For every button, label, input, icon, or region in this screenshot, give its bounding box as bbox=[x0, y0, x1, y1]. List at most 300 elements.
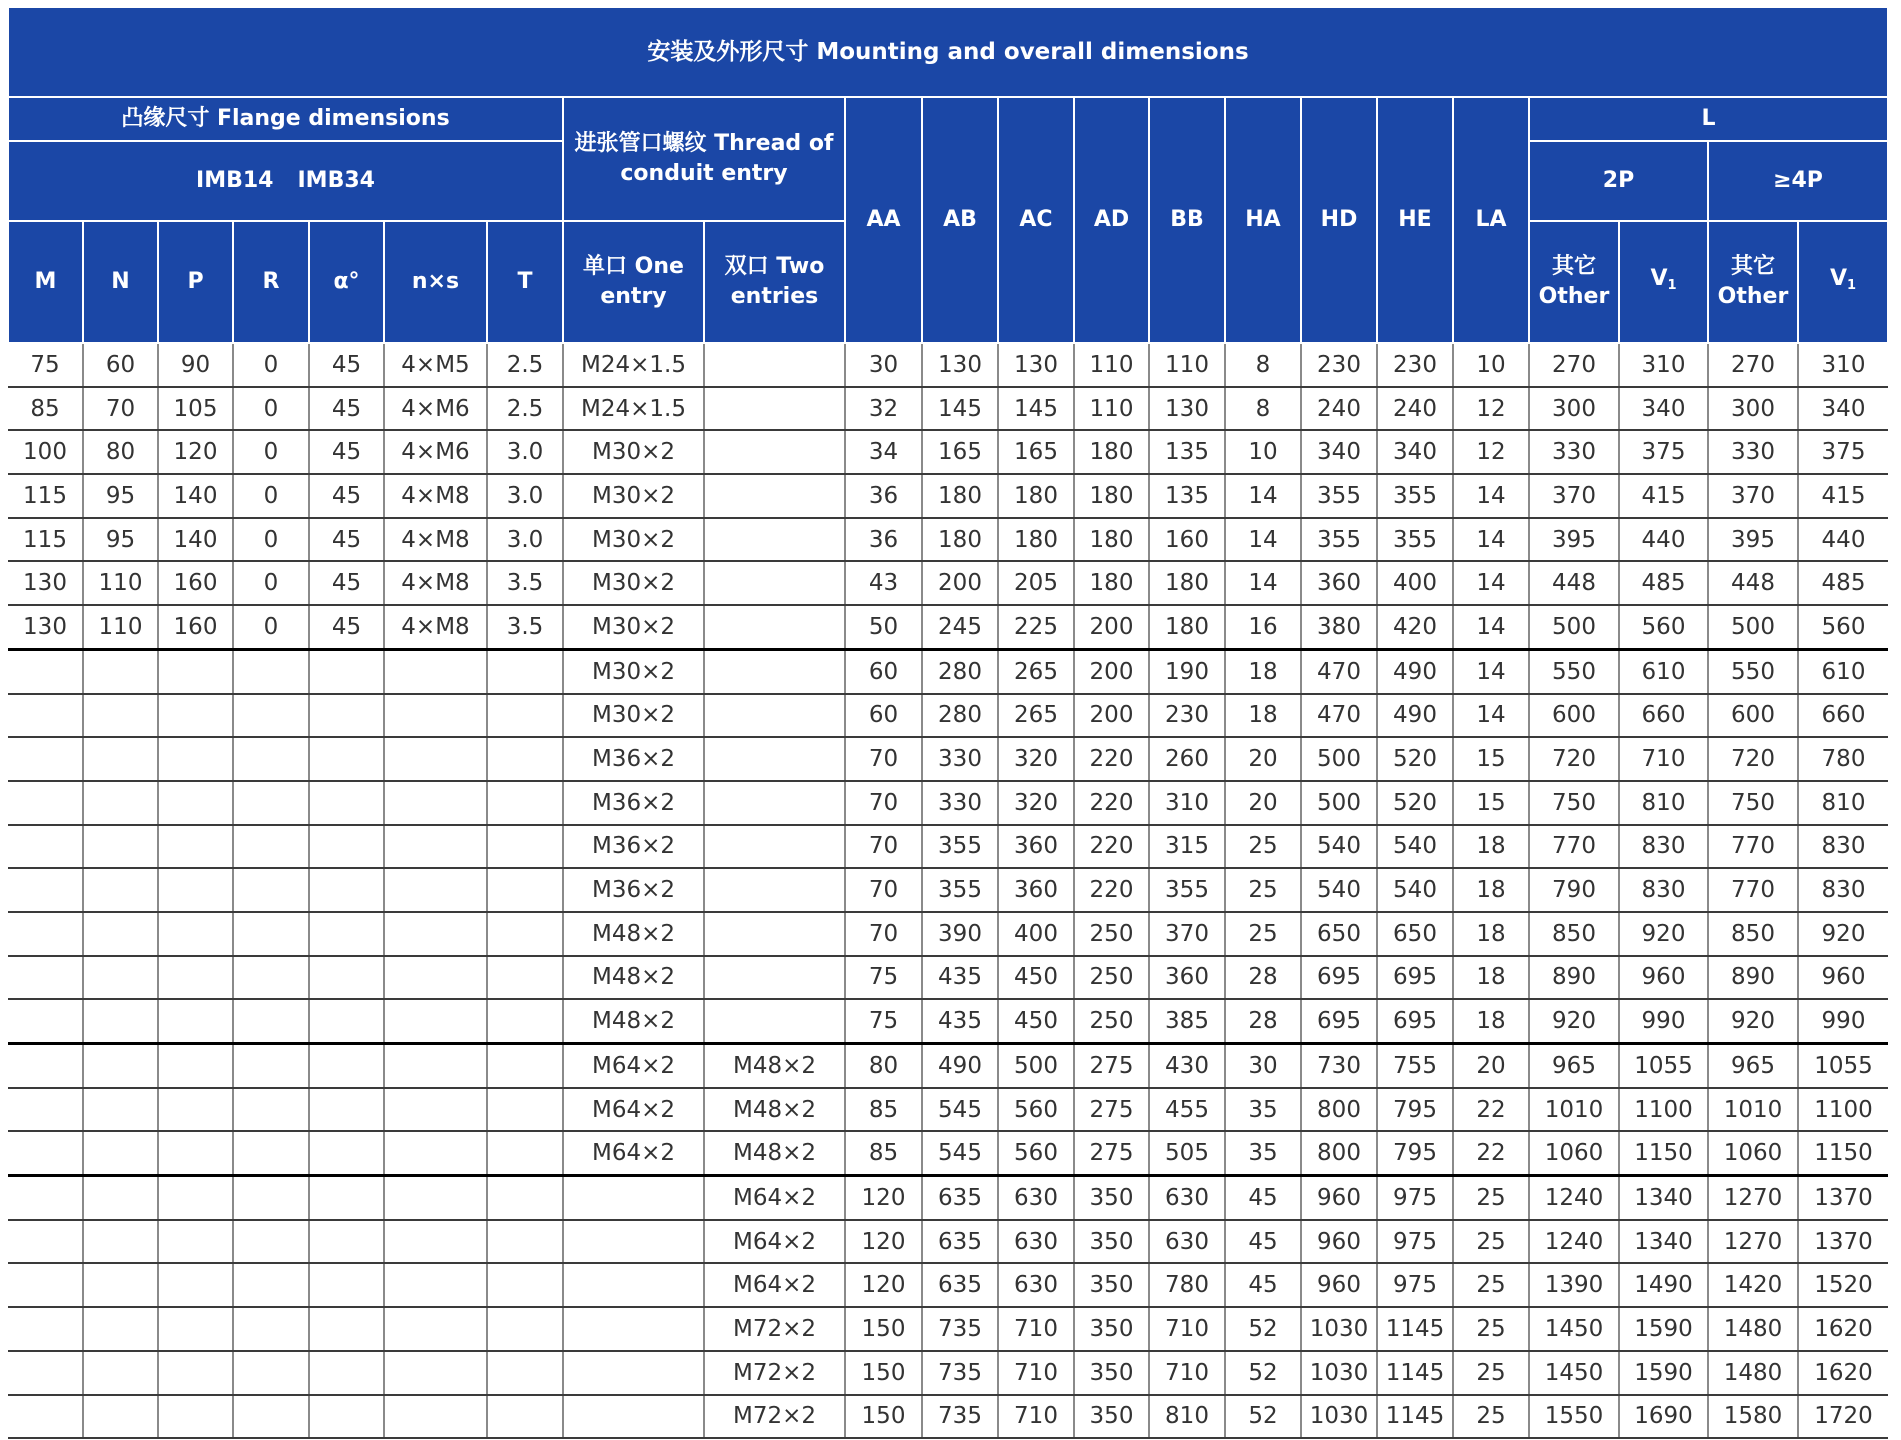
table-cell: 975 bbox=[1377, 1220, 1453, 1264]
table-cell: 52 bbox=[1225, 1307, 1301, 1351]
col-header-t: T bbox=[487, 221, 563, 343]
table-cell: 35 bbox=[1225, 1088, 1301, 1132]
table-cell: 275 bbox=[1074, 1044, 1149, 1088]
table-cell: 25 bbox=[1225, 912, 1301, 956]
table-cell: 0 bbox=[233, 518, 309, 562]
table-cell: 635 bbox=[922, 1176, 998, 1220]
table-row bbox=[8, 605, 1888, 649]
table-cell: 340 bbox=[1377, 430, 1453, 474]
table-cell bbox=[487, 825, 563, 869]
table-cell: 50 bbox=[845, 605, 922, 649]
table-cell bbox=[487, 1131, 563, 1175]
table-cell: 920 bbox=[1798, 912, 1888, 956]
table-cell bbox=[384, 649, 487, 693]
table-cell: 45 bbox=[1225, 1220, 1301, 1264]
table-cell: 320 bbox=[998, 737, 1074, 781]
table-cell: 25 bbox=[1453, 1351, 1529, 1395]
table-cell: 490 bbox=[922, 1044, 998, 1088]
table-cell bbox=[309, 825, 384, 869]
table-cell: 1055 bbox=[1798, 1044, 1888, 1088]
table-cell: 80 bbox=[845, 1044, 922, 1088]
table-cell bbox=[487, 694, 563, 738]
table-cell: 200 bbox=[1074, 649, 1149, 693]
table-cell: 600 bbox=[1708, 694, 1798, 738]
table-cell bbox=[8, 1395, 83, 1439]
table-cell bbox=[83, 1088, 158, 1132]
table-cell bbox=[233, 1044, 309, 1088]
table-cell: 20 bbox=[1225, 737, 1301, 781]
table-cell: 180 bbox=[998, 474, 1074, 518]
table-cell: 710 bbox=[1149, 1307, 1225, 1351]
table-cell bbox=[8, 1176, 83, 1220]
table-cell: 450 bbox=[998, 956, 1074, 1000]
table-cell: 350 bbox=[1074, 1307, 1149, 1351]
table-cell bbox=[704, 999, 845, 1043]
table-row bbox=[8, 1088, 1888, 1132]
col-header-ab: AB bbox=[922, 97, 998, 343]
table-cell: 25 bbox=[1453, 1395, 1529, 1439]
table-cell: 265 bbox=[998, 649, 1074, 693]
table-cell: 85 bbox=[845, 1131, 922, 1175]
table-cell bbox=[704, 649, 845, 693]
table-cell: 448 bbox=[1529, 561, 1619, 605]
table-cell: 395 bbox=[1708, 518, 1798, 562]
table-cell: 960 bbox=[1301, 1220, 1377, 1264]
table-cell bbox=[83, 868, 158, 912]
table-cell: 810 bbox=[1149, 1395, 1225, 1439]
table-cell bbox=[704, 956, 845, 1000]
table-cell: 70 bbox=[845, 737, 922, 781]
table-cell: 85 bbox=[8, 387, 83, 431]
table-cell: 1150 bbox=[1619, 1131, 1708, 1175]
table-cell: 280 bbox=[922, 694, 998, 738]
table-cell: 695 bbox=[1301, 956, 1377, 1000]
col-header-r: R bbox=[233, 221, 309, 343]
table-cell: 45 bbox=[309, 561, 384, 605]
table-cell bbox=[487, 781, 563, 825]
table-cell: 710 bbox=[998, 1351, 1074, 1395]
table-cell: 3.0 bbox=[487, 518, 563, 562]
table-cell: 550 bbox=[1529, 649, 1619, 693]
table-cell: 340 bbox=[1301, 430, 1377, 474]
table-cell bbox=[704, 912, 845, 956]
col-header-m: M bbox=[8, 221, 83, 343]
table-row bbox=[8, 781, 1888, 825]
col-header-nxs: n×s bbox=[384, 221, 487, 343]
table-cell: 150 bbox=[845, 1351, 922, 1395]
table-cell: 990 bbox=[1798, 999, 1888, 1043]
table-cell bbox=[8, 737, 83, 781]
table-cell bbox=[8, 1220, 83, 1264]
table-cell bbox=[233, 868, 309, 912]
table-cell: 650 bbox=[1377, 912, 1453, 956]
table-cell: 545 bbox=[922, 1088, 998, 1132]
table-cell: 710 bbox=[998, 1307, 1074, 1351]
table-cell: 120 bbox=[845, 1263, 922, 1307]
table-cell: 270 bbox=[1529, 343, 1619, 387]
table-cell bbox=[83, 1220, 158, 1264]
table-cell: 1340 bbox=[1619, 1176, 1708, 1220]
table-cell: 735 bbox=[922, 1395, 998, 1439]
table-cell: 310 bbox=[1619, 343, 1708, 387]
table-cell: 120 bbox=[845, 1176, 922, 1220]
table-cell: M48×2 bbox=[563, 956, 704, 1000]
table-cell: 1060 bbox=[1529, 1131, 1619, 1175]
table-cell: 830 bbox=[1798, 868, 1888, 912]
table-cell: 18 bbox=[1453, 868, 1529, 912]
table-cell: 240 bbox=[1301, 387, 1377, 431]
table-cell: 180 bbox=[1074, 430, 1149, 474]
flange-dimensions-header: 凸缘尺寸 Flange dimensions bbox=[8, 97, 563, 141]
table-cell: 560 bbox=[998, 1131, 1074, 1175]
table-cell: 130 bbox=[998, 343, 1074, 387]
table-cell: 22 bbox=[1453, 1131, 1529, 1175]
table-cell: 28 bbox=[1225, 999, 1301, 1043]
table-cell bbox=[83, 1263, 158, 1307]
col-header-4p-v1 bbox=[1798, 221, 1888, 343]
table-cell: 540 bbox=[1301, 868, 1377, 912]
table-cell: 1420 bbox=[1708, 1263, 1798, 1307]
table-cell: 500 bbox=[1301, 737, 1377, 781]
table-cell bbox=[704, 474, 845, 518]
table-row bbox=[8, 430, 1888, 474]
table-cell: 1030 bbox=[1301, 1395, 1377, 1439]
table-cell: 355 bbox=[1377, 518, 1453, 562]
table-cell: 1010 bbox=[1708, 1088, 1798, 1132]
table-cell: 635 bbox=[922, 1220, 998, 1264]
table-cell bbox=[384, 1088, 487, 1132]
table-cell: 890 bbox=[1529, 956, 1619, 1000]
imb34-label: IMB34 bbox=[297, 168, 375, 193]
table-cell: 500 bbox=[1301, 781, 1377, 825]
table-cell bbox=[233, 1220, 309, 1264]
table-cell: 430 bbox=[1149, 1044, 1225, 1088]
table-cell: 390 bbox=[922, 912, 998, 956]
table-cell: M48×2 bbox=[704, 1088, 845, 1132]
table-cell: M48×2 bbox=[704, 1131, 845, 1175]
table-cell: 275 bbox=[1074, 1131, 1149, 1175]
table-cell: 350 bbox=[1074, 1351, 1149, 1395]
table-cell: 1340 bbox=[1619, 1220, 1708, 1264]
table-cell: 3.5 bbox=[487, 561, 563, 605]
mounting-types-header bbox=[8, 141, 563, 221]
table-cell: 25 bbox=[1453, 1263, 1529, 1307]
table-cell: 470 bbox=[1301, 649, 1377, 693]
table-cell: 100 bbox=[8, 430, 83, 474]
table-cell: 250 bbox=[1074, 956, 1149, 1000]
table-cell: 850 bbox=[1708, 912, 1798, 956]
table-cell: 1370 bbox=[1798, 1220, 1888, 1264]
table-cell: 110 bbox=[1149, 343, 1225, 387]
table-cell: 540 bbox=[1377, 868, 1453, 912]
table-row bbox=[8, 825, 1888, 869]
table-cell: 1720 bbox=[1798, 1395, 1888, 1439]
table-cell: 4×M8 bbox=[384, 518, 487, 562]
table-cell bbox=[704, 781, 845, 825]
table-cell: 10 bbox=[1453, 343, 1529, 387]
table-cell: 12 bbox=[1453, 387, 1529, 431]
table-cell bbox=[563, 1176, 704, 1220]
table-cell: 375 bbox=[1798, 430, 1888, 474]
table-cell bbox=[704, 387, 845, 431]
table-cell: 370 bbox=[1529, 474, 1619, 518]
table-cell bbox=[8, 1131, 83, 1175]
v-label: V bbox=[1829, 265, 1847, 291]
table-cell: 180 bbox=[922, 518, 998, 562]
table-cell: 1145 bbox=[1377, 1351, 1453, 1395]
table-cell bbox=[309, 999, 384, 1043]
table-cell: 4×M5 bbox=[384, 343, 487, 387]
table-cell: M36×2 bbox=[563, 781, 704, 825]
table-cell: M30×2 bbox=[563, 605, 704, 649]
table-cell: 810 bbox=[1798, 781, 1888, 825]
table-cell: 850 bbox=[1529, 912, 1619, 956]
table-cell bbox=[8, 694, 83, 738]
table-cell bbox=[158, 825, 233, 869]
table-cell: 630 bbox=[998, 1263, 1074, 1307]
table-cell bbox=[158, 999, 233, 1043]
table-cell: 25 bbox=[1453, 1307, 1529, 1351]
table-cell: 1620 bbox=[1798, 1307, 1888, 1351]
table-cell bbox=[158, 737, 233, 781]
table-cell: M30×2 bbox=[563, 694, 704, 738]
table-cell: 130 bbox=[922, 343, 998, 387]
table-row bbox=[8, 737, 1888, 781]
table-cell: M64×2 bbox=[563, 1044, 704, 1088]
table-cell bbox=[83, 999, 158, 1043]
table-cell: 18 bbox=[1453, 825, 1529, 869]
table-cell: 16 bbox=[1225, 605, 1301, 649]
table-cell: 140 bbox=[158, 518, 233, 562]
table-cell: 1150 bbox=[1798, 1131, 1888, 1175]
table-row bbox=[8, 1176, 1888, 1220]
table-cell bbox=[384, 1351, 487, 1395]
table-cell: 920 bbox=[1619, 912, 1708, 956]
table-cell: 448 bbox=[1708, 561, 1798, 605]
table-cell: 710 bbox=[1619, 737, 1708, 781]
table-cell: 360 bbox=[1149, 956, 1225, 1000]
table-cell: 220 bbox=[1074, 825, 1149, 869]
col-header-ha: HA bbox=[1225, 97, 1301, 343]
table-cell: 130 bbox=[8, 561, 83, 605]
table-cell: 90 bbox=[158, 343, 233, 387]
table-cell: 180 bbox=[1149, 605, 1225, 649]
table-cell: 250 bbox=[1074, 912, 1149, 956]
table-cell: 1620 bbox=[1798, 1351, 1888, 1395]
table-cell: 350 bbox=[1074, 1176, 1149, 1220]
table-cell: 695 bbox=[1377, 956, 1453, 1000]
table-cell: 45 bbox=[1225, 1176, 1301, 1220]
table-row bbox=[8, 1263, 1888, 1307]
table-cell: 20 bbox=[1225, 781, 1301, 825]
table-cell bbox=[8, 1351, 83, 1395]
table-cell: 560 bbox=[1619, 605, 1708, 649]
table-cell: 960 bbox=[1619, 956, 1708, 1000]
table-cell: 770 bbox=[1708, 868, 1798, 912]
table-cell bbox=[487, 1307, 563, 1351]
table-cell bbox=[384, 1395, 487, 1439]
table-cell: 470 bbox=[1301, 694, 1377, 738]
table-cell: 14 bbox=[1453, 561, 1529, 605]
table-cell bbox=[487, 999, 563, 1043]
col-header-n: N bbox=[83, 221, 158, 343]
table-cell: 110 bbox=[1074, 387, 1149, 431]
table-cell bbox=[158, 1220, 233, 1264]
table-cell bbox=[158, 1044, 233, 1088]
table-cell: 1370 bbox=[1798, 1176, 1888, 1220]
table-cell: 165 bbox=[998, 430, 1074, 474]
table-cell: 18 bbox=[1225, 649, 1301, 693]
table-cell: 110 bbox=[83, 605, 158, 649]
table-cell: 1030 bbox=[1301, 1351, 1377, 1395]
table-cell: 830 bbox=[1619, 825, 1708, 869]
table-cell: 560 bbox=[1798, 605, 1888, 649]
table-cell: 350 bbox=[1074, 1395, 1149, 1439]
table-cell: M30×2 bbox=[563, 430, 704, 474]
table-cell: 795 bbox=[1377, 1088, 1453, 1132]
table-cell: 165 bbox=[922, 430, 998, 474]
table-cell: M64×2 bbox=[563, 1131, 704, 1175]
table-cell: 180 bbox=[1149, 561, 1225, 605]
table-cell: 36 bbox=[845, 518, 922, 562]
table-cell: 2.5 bbox=[487, 343, 563, 387]
table-cell bbox=[704, 868, 845, 912]
table-cell: M30×2 bbox=[563, 561, 704, 605]
table-cell: 14 bbox=[1453, 649, 1529, 693]
table-cell: 1450 bbox=[1529, 1307, 1619, 1351]
table-cell: 730 bbox=[1301, 1044, 1377, 1088]
table-cell: 225 bbox=[998, 605, 1074, 649]
col-header-p: P bbox=[158, 221, 233, 343]
table-cell bbox=[233, 1176, 309, 1220]
table-cell bbox=[309, 1088, 384, 1132]
table-cell bbox=[487, 868, 563, 912]
table-cell: 330 bbox=[1708, 430, 1798, 474]
table-cell bbox=[704, 825, 845, 869]
table-cell: 990 bbox=[1619, 999, 1708, 1043]
table-cell: 720 bbox=[1529, 737, 1619, 781]
table-cell bbox=[704, 430, 845, 474]
col-header-2p-v1 bbox=[1619, 221, 1708, 343]
table-cell bbox=[158, 1307, 233, 1351]
table-cell: 355 bbox=[922, 825, 998, 869]
col-header-la: LA bbox=[1453, 97, 1529, 343]
table-cell: 15 bbox=[1453, 781, 1529, 825]
table-cell: 920 bbox=[1529, 999, 1619, 1043]
table-cell bbox=[233, 694, 309, 738]
table-cell: 220 bbox=[1074, 781, 1149, 825]
table-cell: 1580 bbox=[1708, 1395, 1798, 1439]
table-cell: 4×M8 bbox=[384, 474, 487, 518]
table-cell: 660 bbox=[1619, 694, 1708, 738]
table-cell bbox=[8, 1307, 83, 1351]
table-cell: 205 bbox=[998, 561, 1074, 605]
table-cell bbox=[158, 1176, 233, 1220]
table-cell: 95 bbox=[83, 518, 158, 562]
table-cell: 660 bbox=[1798, 694, 1888, 738]
table-cell bbox=[83, 1176, 158, 1220]
table-cell bbox=[704, 561, 845, 605]
table-cell bbox=[158, 956, 233, 1000]
table-cell: 70 bbox=[845, 912, 922, 956]
table-cell bbox=[704, 737, 845, 781]
table-cell bbox=[384, 912, 487, 956]
table-cell: 1240 bbox=[1529, 1176, 1619, 1220]
table-cell bbox=[487, 1263, 563, 1307]
table-cell: 360 bbox=[998, 825, 1074, 869]
table-row bbox=[8, 694, 1888, 738]
table-cell: 36 bbox=[845, 474, 922, 518]
col-header-he: HE bbox=[1377, 97, 1453, 343]
table-cell bbox=[83, 1307, 158, 1351]
table-cell: M24×1.5 bbox=[563, 387, 704, 431]
table-cell: 25 bbox=[1225, 868, 1301, 912]
table-cell: 18 bbox=[1453, 912, 1529, 956]
table-cell: 160 bbox=[158, 605, 233, 649]
table-cell bbox=[563, 1395, 704, 1439]
table-cell bbox=[384, 956, 487, 1000]
table-cell: 1145 bbox=[1377, 1307, 1453, 1351]
table-cell: 0 bbox=[233, 343, 309, 387]
table-cell: 275 bbox=[1074, 1088, 1149, 1132]
table-cell: M30×2 bbox=[563, 518, 704, 562]
table-cell bbox=[487, 649, 563, 693]
table-cell bbox=[309, 1044, 384, 1088]
table-cell bbox=[83, 1131, 158, 1175]
table-cell: 540 bbox=[1301, 825, 1377, 869]
table-cell: 180 bbox=[922, 474, 998, 518]
table-cell: 145 bbox=[922, 387, 998, 431]
table-cell: M30×2 bbox=[563, 474, 704, 518]
table-cell: 8 bbox=[1225, 343, 1301, 387]
table-cell: 135 bbox=[1149, 474, 1225, 518]
table-cell: 1490 bbox=[1619, 1263, 1708, 1307]
table-cell bbox=[158, 649, 233, 693]
table-cell bbox=[704, 518, 845, 562]
col-header-hd: HD bbox=[1301, 97, 1377, 343]
table-cell: 180 bbox=[1074, 561, 1149, 605]
table-cell: 45 bbox=[309, 387, 384, 431]
table-row bbox=[8, 1220, 1888, 1264]
table-cell: 45 bbox=[309, 518, 384, 562]
table-cell: 975 bbox=[1377, 1176, 1453, 1220]
table-cell: 20 bbox=[1453, 1044, 1529, 1088]
table-cell: 75 bbox=[845, 956, 922, 1000]
table-cell: 790 bbox=[1529, 868, 1619, 912]
table-cell: 4×M6 bbox=[384, 430, 487, 474]
table-cell: 550 bbox=[1708, 649, 1798, 693]
table-cell bbox=[309, 649, 384, 693]
table-cell: 340 bbox=[1798, 387, 1888, 431]
table-cell: 130 bbox=[1149, 387, 1225, 431]
table-cell: 0 bbox=[233, 474, 309, 518]
table-row bbox=[8, 561, 1888, 605]
table-cell: 18 bbox=[1453, 999, 1529, 1043]
table-cell bbox=[384, 1131, 487, 1175]
two-pole-header: 2P bbox=[1529, 141, 1708, 221]
table-cell: 350 bbox=[1074, 1220, 1149, 1264]
table-row bbox=[8, 387, 1888, 431]
table-cell bbox=[487, 912, 563, 956]
table-cell: 1030 bbox=[1301, 1307, 1377, 1351]
table-cell: 630 bbox=[998, 1220, 1074, 1264]
table-cell: 490 bbox=[1377, 649, 1453, 693]
table-cell bbox=[83, 1351, 158, 1395]
table-cell: 330 bbox=[922, 781, 998, 825]
table-cell: 490 bbox=[1377, 694, 1453, 738]
table-cell: 315 bbox=[1149, 825, 1225, 869]
table-cell: 80 bbox=[83, 430, 158, 474]
